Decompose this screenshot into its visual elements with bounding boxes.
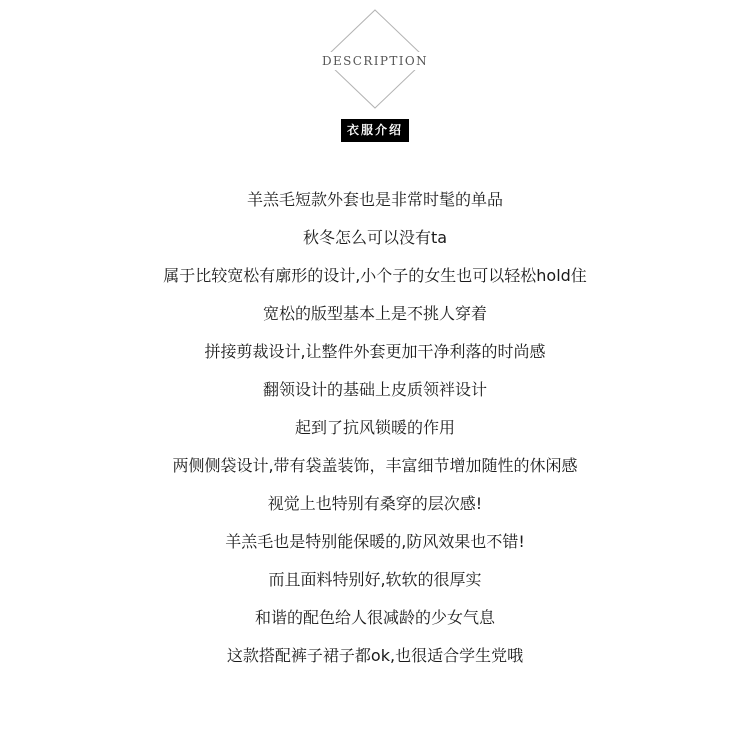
description-line: 羊羔毛也是特别能保暖的,防风效果也不错!	[225, 532, 525, 551]
description-line: 这款搭配裤子裙子都ok,也很适合学生党哦	[226, 646, 524, 665]
description-line: 翻领设计的基础上皮质领袢设计	[262, 380, 487, 399]
description-line: 而且面料特别好,软软的很厚实	[268, 570, 482, 589]
description-label	[0, 52, 750, 70]
description-lines	[0, 183, 750, 677]
description-line: 属于比较宽松有廓形的设计,小个子的女生也可以轻松hold住	[163, 266, 587, 285]
description-line: 拼接剪裁设计,让整件外套更加干净利落的时尚感	[204, 342, 546, 361]
section-tag: 衣服介绍	[341, 119, 409, 142]
description-line: 羊羔毛短款外套也是非常时髦的单品	[246, 190, 503, 209]
description-line: 和谐的配色给人很减龄的少女气息	[254, 608, 495, 627]
description-label-text: DESCRIPTION	[317, 52, 433, 70]
description-line: 两侧侧袋设计,带有袋盖装饰，丰富细节增加随性的休闲感	[172, 456, 578, 475]
description-line: 秋冬怎么可以没有ta	[302, 228, 448, 247]
description-line: 视觉上也特别有桑穿的层次感!	[267, 494, 483, 513]
description-line: 起到了抗风锁暖的作用	[294, 418, 455, 437]
section-header	[0, 0, 750, 150]
description-line: 宽松的版型基本上是不挑人穿着	[262, 304, 487, 323]
